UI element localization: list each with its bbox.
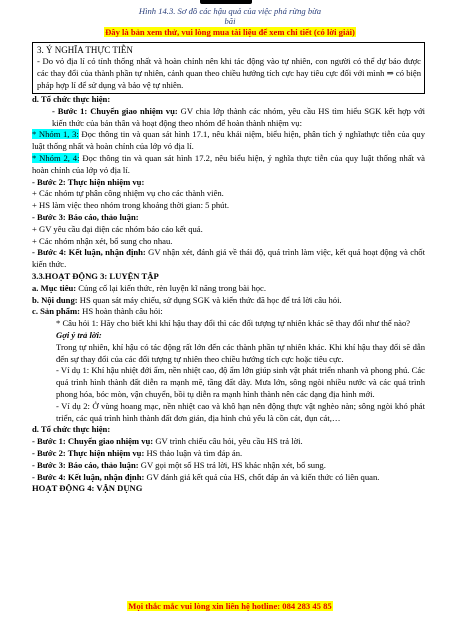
question-1: * Câu hỏi 1: Hãy cho biết khi khí hậu thay đổi thì các đối tượng tự nhiên khác sẽ thay đổi như thế nào? — [56, 318, 411, 329]
answer-hint: Gợi ý trả lời: — [56, 329, 102, 340]
step3-label: - Bước 3: Báo cáo, thảo luận: — [32, 211, 139, 222]
step1-paragraph-2 — [32, 436, 425, 448]
group-1-3-label: * Nhóm 1, 3: — [32, 129, 79, 140]
step2-label-2: - Bước 2: Thực hiện nhiệm vụ: — [32, 447, 145, 458]
content-paragraph — [32, 295, 425, 307]
step1-paragraph — [32, 106, 425, 130]
group-1-3-text: Đọc thông tin và quan sát hình 17.1, nêu khái niệm, biểu hiện, phân tích ý nghĩathực tiễn của quy luật thống nhất và hoàn chỉnh của lớp vỏ địa lí. — [32, 129, 425, 152]
answer-example-1: - Ví dụ 1: Khí hậu nhiệt đới ẩm, nền nhiệt cao, độ ẩm lớn giúp sinh vật phát triển nhanh và phong phú. Các quá trình hình thành đất diễn ra mạnh mẽ, tầng đất dày. Mưa lớn, sông ngòi nhiều nước và các quá trình phong hóa, bóc mòn, vận chuyển, bồi tụ diễn ra mạnh hình thành nên các dạng địa hình mới. — [56, 365, 425, 399]
step3-line1: + GV yêu cầu đại diện các nhóm báo cáo kết quả. — [32, 223, 203, 234]
step4-paragraph-2 — [32, 472, 425, 484]
step2-line1: + Các nhóm tự phân công nhiệm vụ cho các thành viên. — [32, 188, 224, 199]
goal-paragraph — [32, 283, 425, 295]
content-label: b. Nội dung: — [32, 294, 78, 305]
answer-example-2: - Ví dụ 2: Ở vùng hoang mạc, nền nhiệt cao và khô hạn nên động thực vật nghèo nàn; sông ngòi khó phát triển, các quá trình hình thành đất đơn giản, địa hình chủ yếu là cồn cát, đụn cát,… — [56, 400, 425, 423]
hotline-footer — [30, 601, 430, 611]
step1-label: - Bước 1: Chuyển giao nhiệm vụ: — [52, 105, 178, 116]
step2-line2: + HS làm việc theo nhóm trong khoảng thời gian: 5 phút. — [32, 200, 229, 211]
step4-label: - Bước 4: Kết luận, nhận định: — [32, 247, 146, 258]
figure-caption-continuation: bãi — [224, 16, 236, 26]
document-body — [32, 94, 425, 495]
hotline-footer-text: Mọi thắc mắc vui lòng xin liên hệ hotline: 084 283 45 85 — [128, 601, 332, 611]
practical-meaning-box — [32, 42, 425, 94]
step1-text-2: GV trình chiếu câu hỏi, yêu cầu HS trả lời. — [153, 436, 303, 447]
step2-text-2: HS thảo luận và tìm đáp án. — [144, 447, 243, 458]
organization-title-2: d. Tổ chức thực hiện: — [32, 424, 111, 435]
product-text: HS hoàn thành câu hỏi: — [80, 306, 163, 317]
answer-paragraph-1: Trong tự nhiên, khí hậu có tác động rất lớn đến các thành phần tự nhiên khác. Khi khí hậu thay đổi sẽ dẫn đến sự thay đổi của các đối tượng tự nhiên theo chiều hướng tích cực hoặc tiêu cực. — [56, 341, 425, 364]
step1-label-2: - Bước 1: Chuyển giao nhiệm vụ: — [32, 436, 154, 447]
organization-title: d. Tổ chức thực hiện: — [32, 94, 111, 104]
step4-paragraph — [32, 247, 425, 271]
group-1-3-paragraph — [32, 129, 425, 153]
step4-text: GV nhận xét, đánh giá về thái độ, quá trình làm việc, kết quả hoạt động và chốt kiến thức. — [32, 247, 425, 270]
practical-meaning-text: - Do vỏ địa lí có tính thống nhất và hoàn chỉnh nên khi tác động vào tự nhiên, con người có thể dự báo được các thay đổi của thành phần tự nhiên, cảnh quan theo chiều hướng tích cực hay tiêu cực đối với mình ⇒ có biện pháp hợp lí để sử dụng và bảo vệ tự nhiên. — [37, 56, 421, 90]
step3-line2: + Các nhóm nhận xét, bổ sung cho nhau. — [32, 235, 173, 246]
activity4-title: HOẠT ĐỘNG 4: VẬN DỤNG — [32, 483, 143, 494]
goal-label: a. Mục tiêu: — [32, 282, 77, 293]
product-paragraph — [32, 306, 425, 318]
step2-paragraph-2 — [32, 448, 425, 460]
step2-label: - Bước 2: Thực hiện nhiệm vụ: — [32, 176, 145, 187]
step3-label-2: - Bước 3: Báo cáo, thảo luận: — [32, 459, 139, 470]
group-2-4-text: Đọc thông tin và quan sát hình 17.2, nêu biểu hiện, ý nghĩa thực tiễn của quy luật thống nhất và hoàn chỉnh của lớp vỏ địa lí. — [32, 152, 425, 175]
step4-text-2: GV đánh giá kết quả của HS, chốt đáp án và kiến thức có liên quan. — [144, 471, 380, 482]
goal-text: Củng cố lại kiến thức, rèn luyện kĩ năng trong bài học. — [76, 282, 267, 293]
group-2-4-label: * Nhóm 2, 4: — [32, 152, 80, 163]
preview-banner — [30, 27, 430, 37]
step1-text: GV chia lớp thành các nhóm, yêu cầu HS tìm hiểu SGK kết hợp với kiến thức của bản thân và hoạt động theo nhóm để hoàn thành nhiệm vụ: — [52, 105, 425, 128]
activity3-title: 3.3.HOẠT ĐỘNG 3: LUYỆN TẬP — [32, 270, 159, 281]
step3-text-2: GV gọi một số HS trả lời, HS khác nhận xét, bổ sung. — [138, 459, 326, 470]
step3-paragraph-2 — [32, 460, 425, 472]
preview-banner-text: Đây là bản xem thử, vui lòng mua tài liệu để xem chi tiết (có lời giải) — [105, 27, 355, 37]
figure-caption: Hình 14.3. Sơ đồ các hậu quả của việc phá rừng bừa — [138, 6, 322, 16]
content-text: HS quan sát máy chiếu, sử dụng SGK và kiến thức đã học để trả lời câu hỏi. — [77, 294, 342, 305]
product-label: c. Sản phẩm: — [32, 306, 80, 317]
practical-meaning-heading: 3. Ý NGHĨA THỰC TIỄN — [37, 45, 133, 55]
group-2-4-paragraph — [32, 153, 425, 177]
page-top-tab — [200, 0, 252, 4]
step4-label-2: - Bước 4: Kết luận, nhận định: — [32, 471, 145, 482]
